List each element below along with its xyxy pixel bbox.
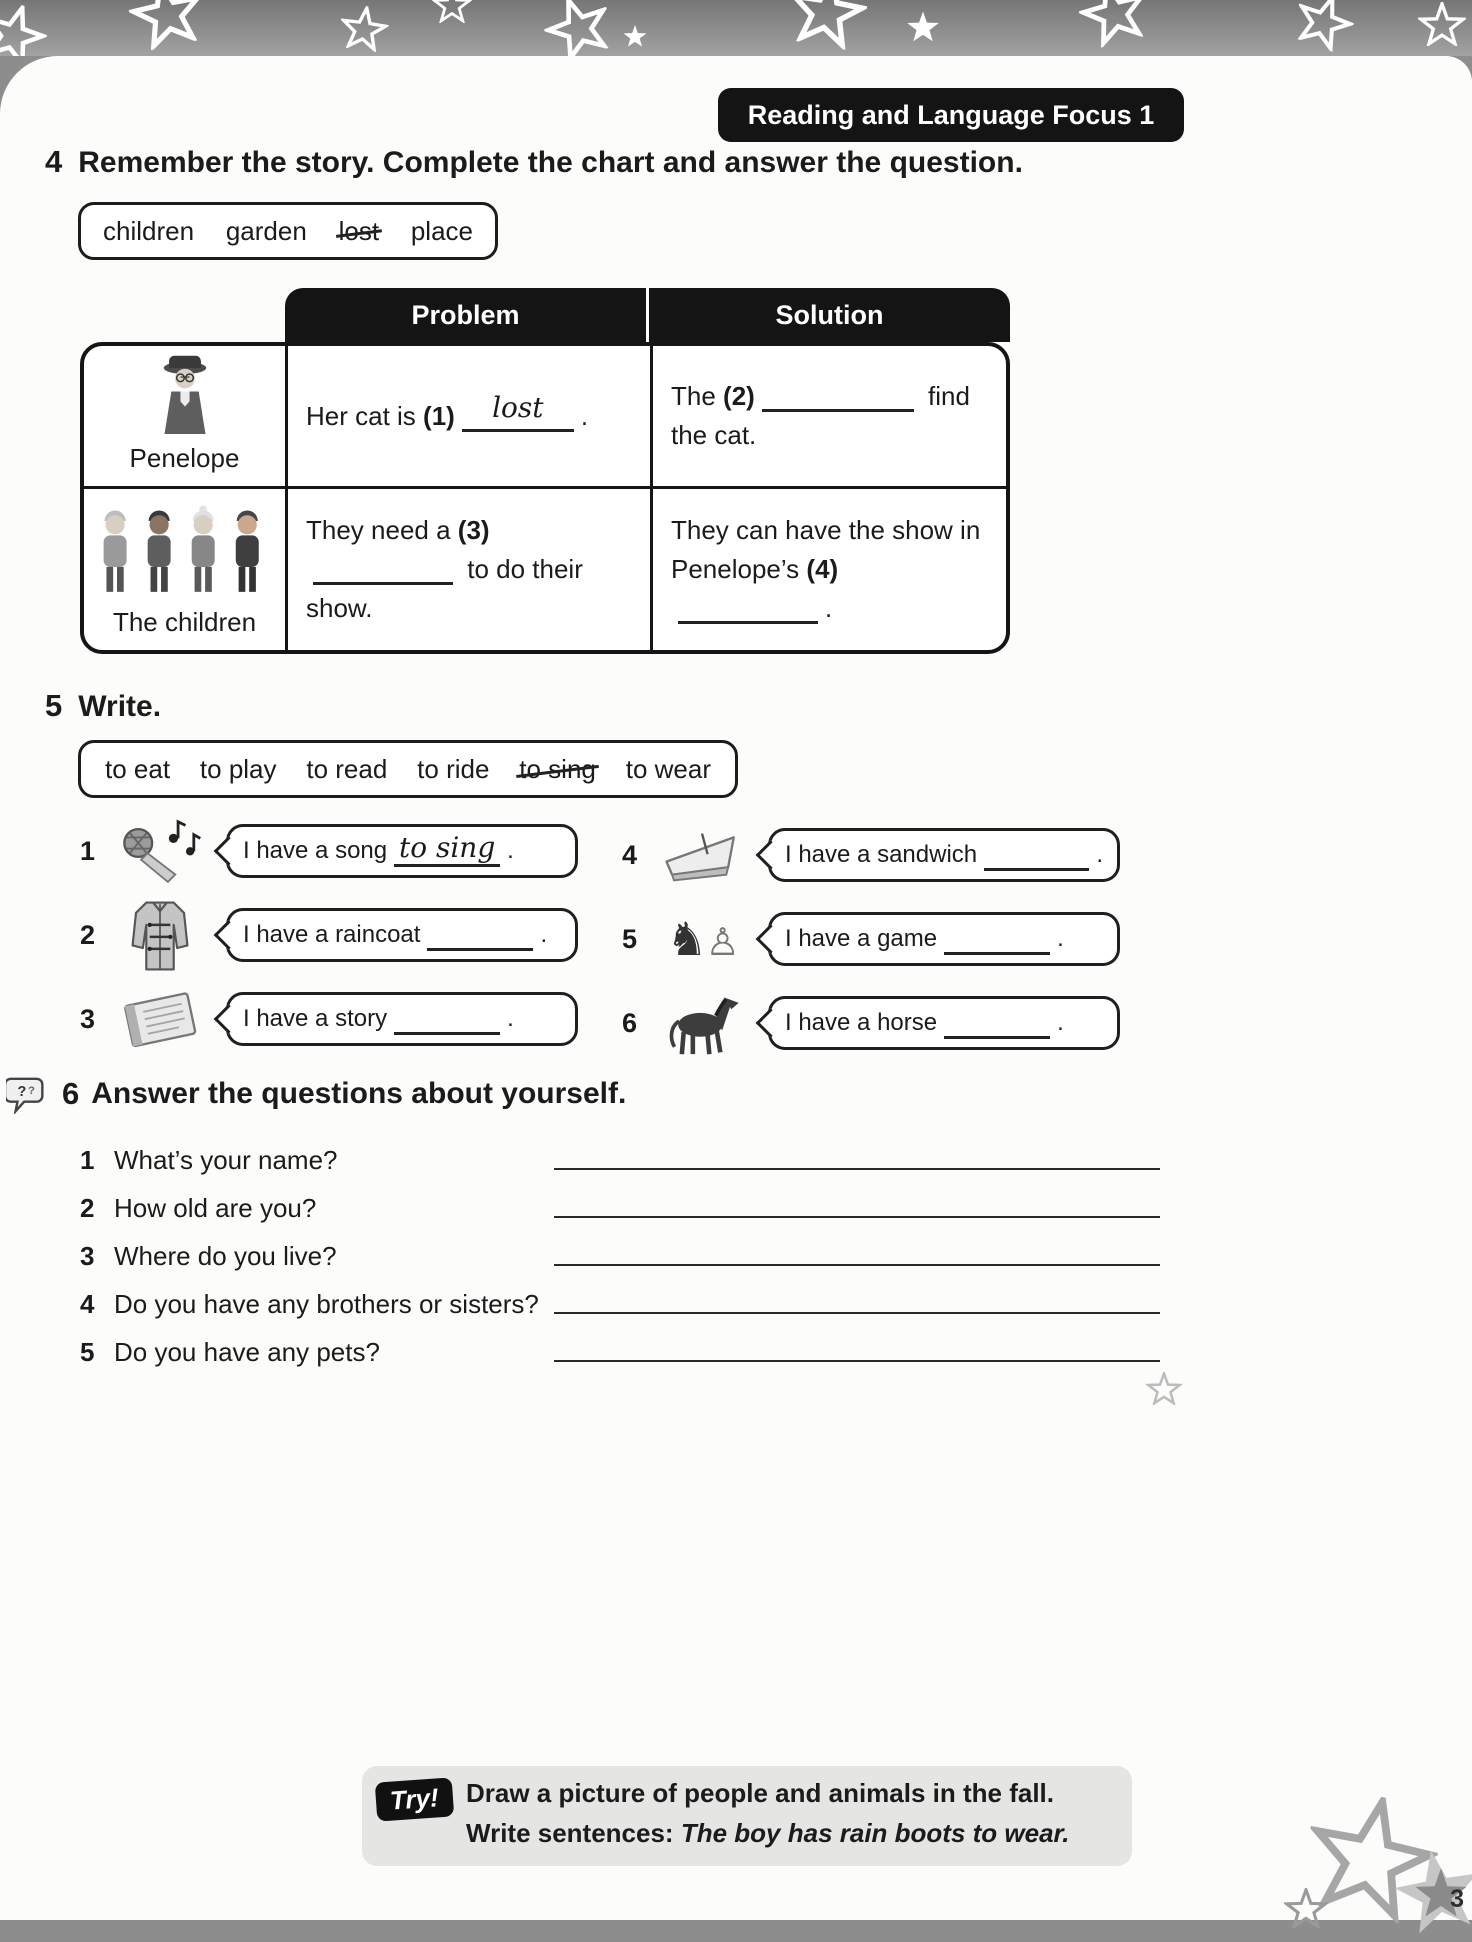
children-solution-cell [650,486,1006,650]
word-bank-word-struck: lost [338,215,380,246]
chart-row-children-picture [84,486,285,650]
problem-text: . [580,400,589,431]
question-row [80,1128,1160,1176]
bubble-text: I have a raincoat [243,921,421,948]
word-bank-word: to read [306,753,388,784]
story-notebook-icon [110,988,210,1050]
speech-bubble [226,992,578,1046]
word-bank-ex4 [78,202,498,260]
star-icon [1418,2,1466,46]
children-illustration [94,498,276,601]
exercise5-heading [45,688,161,724]
question-number: 5 [80,1337,95,1367]
question-text: Do you have any pets? [114,1337,380,1367]
svg-text:?: ? [17,1083,27,1100]
exercise6-heading [6,1074,626,1114]
problem-text: Her cat is [306,400,424,431]
word-bank-word: garden [225,215,307,246]
bubble-text: . [507,837,514,864]
star-icon [905,10,941,43]
word-bank-ex5 [78,740,738,798]
star-icon [432,0,472,23]
question-text: How old are you? [114,1193,317,1223]
answer-blank [394,831,500,867]
horse-icon [652,990,752,1056]
star-decoration [1284,1888,1328,1928]
answer-line [554,1184,1160,1218]
question-text: Do you have any brothers or sisters? [114,1289,539,1319]
speech-bubble [226,908,578,962]
speech-bubble [226,824,578,878]
chess-pawn-icon: ♙ [705,920,738,964]
exercise-title: Write. [78,690,162,723]
star-decoration [1146,1372,1182,1405]
exercise-title: Remember the story. Complete the chart and answer the question. [78,146,1023,179]
blank-number: (4) [806,554,839,584]
bubble-text: I have a song [243,837,388,864]
sandwich-icon [652,828,752,882]
speech-bubble [768,828,1120,882]
solution-text: The [671,381,724,411]
write-item-6 [622,990,1120,1056]
exercise-number: 5 [45,688,63,723]
question-row [80,1176,1160,1224]
speaking-activity-icon [6,1074,50,1114]
word-bank-word: children [103,215,195,246]
star-icon [1073,0,1155,50]
answer-line [554,1136,1160,1170]
answer-blank [313,553,453,585]
penelope-illustration [142,352,228,437]
handwritten-answer: lost [492,390,544,424]
bubble-text: . [1057,1009,1064,1036]
decorative-star-band [0,0,1472,56]
solution-text: . [825,593,833,623]
bubble-text: I have a game [785,925,938,952]
page-number: 3 [1450,1885,1464,1913]
bubble-text: . [507,1005,514,1032]
write-item-2 [80,902,578,968]
chart-header [285,288,1010,342]
try-activity-box [362,1766,1132,1866]
answer-line [554,1328,1160,1362]
write-item-3 [80,986,578,1052]
item-number: 2 [80,919,96,950]
answer-blank [394,1003,500,1035]
star-icon [537,0,620,56]
bubble-text: I have a sandwich [785,841,978,868]
children-problem-cell [285,486,650,650]
word-bank-word: to eat [105,753,171,784]
star-icon [622,24,648,48]
question-number: 1 [80,1145,95,1175]
star-icon [337,3,391,53]
try-badge: Try! [375,1777,454,1821]
bubble-text: . [540,921,548,948]
problem-text: to do their show. [306,554,583,623]
solution-text: They can have the show in Penelope’s [671,515,981,584]
row-label: The children [112,607,257,637]
try-instruction-line1: Draw a picture of people and animals in the fall. [466,1778,1055,1808]
chess-pieces-icon [652,912,752,966]
question-number: 3 [80,1241,95,1271]
answer-blank [678,592,818,624]
speech-bubble [768,912,1120,966]
bubble-text: I have a horse [785,1009,938,1036]
question-row [80,1320,1160,1368]
solution-text: find the cat. [671,381,970,450]
section-badge: Reading and Language Focus 1 [718,88,1184,142]
exercise-number: 4 [45,144,63,179]
penelope-problem-cell [285,346,650,486]
bubble-text: . [1096,841,1103,868]
handwritten-answer: to sing [398,831,496,864]
bubble-text: I have a story [243,1005,388,1032]
exercise-title: Answer the questions about yourself. [91,1077,627,1111]
write-item-1 [80,818,578,884]
blank-number: (2) [723,381,755,411]
question-row [80,1224,1160,1272]
star-icon [124,0,211,53]
answer-blank [427,919,533,951]
question-text: Where do you live? [114,1241,337,1271]
item-number: 5 [622,923,638,954]
item-number: 4 [622,839,638,870]
column-header-problem: Problem [411,299,520,330]
word-bank-word: to ride [417,753,490,784]
problem-text: They need a [306,515,458,545]
item-number: 1 [80,835,96,866]
exercise4-heading [45,144,1023,180]
blank-number: (1) [423,400,455,431]
write-item-4 [622,822,1120,888]
question-number: 2 [80,1193,95,1223]
answer-blank [762,380,914,412]
row-label: Penelope [129,443,240,473]
raincoat-icon [110,894,210,976]
write-item-5 [622,906,1120,972]
try-line2-example: The boy has rain boots to wear. [680,1818,1070,1848]
chess-knight-icon: ♞ [666,912,706,966]
chart-row-penelope-picture [84,346,285,486]
answer-line [554,1232,1160,1266]
problem-solution-chart [80,288,1010,656]
answer-blank [462,390,574,432]
star-icon [1288,0,1361,56]
try-instruction-line2 [466,1818,1069,1849]
answer-blank [984,839,1089,871]
word-bank-word: to play [199,753,277,784]
question-text: What’s your name? [114,1145,338,1175]
questions-list [80,1128,1160,1368]
answer-line [554,1280,1160,1314]
chart-body [80,342,1010,654]
star-icon [782,0,871,52]
question-number: 4 [80,1289,95,1319]
word-bank-word: place [410,215,473,246]
question-row [80,1272,1160,1320]
column-header-solution: Solution [775,299,884,330]
item-number: 3 [80,1003,96,1034]
answer-blank [944,923,1050,955]
word-bank-word: to wear [625,753,711,784]
penelope-solution-cell [650,346,1006,486]
try-line2-prefix: Write sentences: [466,1818,681,1848]
exercise-number: 6 [62,1076,80,1112]
microphone-icon [110,818,210,885]
word-bank-word-struck: to sing [519,753,596,784]
answer-blank [944,1007,1050,1039]
item-number: 6 [622,1007,638,1038]
star-icon [0,0,54,56]
blank-number: (3) [457,515,490,545]
svg-text:?: ? [28,1085,36,1098]
speech-bubble [768,996,1120,1050]
bubble-text: . [1057,925,1064,952]
